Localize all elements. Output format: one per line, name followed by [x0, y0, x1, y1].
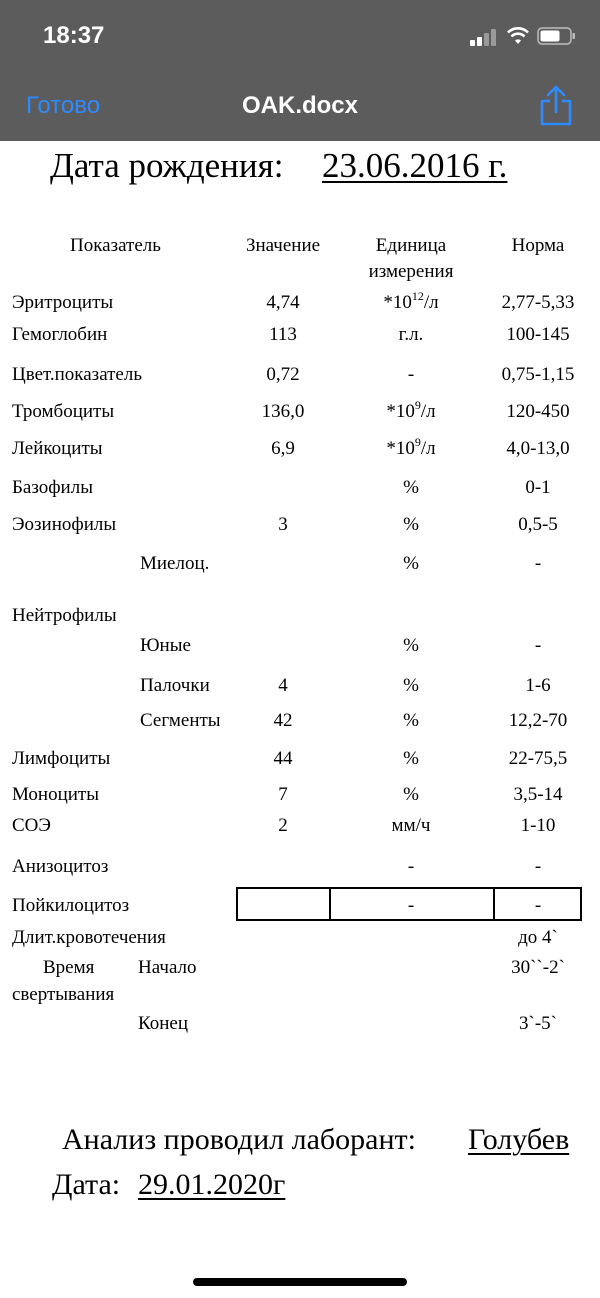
- header-unit-line1: Единица: [375, 235, 447, 256]
- row-unit: %: [403, 553, 419, 574]
- row-name: Базофилы: [12, 477, 93, 498]
- row-name: Лейкоциты: [12, 438, 103, 459]
- status-time: 18:37: [43, 22, 105, 49]
- row-norm: 0,75-1,15: [501, 364, 575, 385]
- date-label: Дата:: [52, 1168, 121, 1201]
- row-norm: 100-145: [506, 324, 570, 345]
- row-unit: -: [407, 364, 415, 385]
- row-value: 42: [273, 710, 293, 731]
- battery-icon: [537, 26, 577, 46]
- row-norm: 12,2-70: [508, 710, 568, 731]
- row-value: 3: [278, 514, 288, 535]
- row-norm: -: [534, 553, 542, 574]
- row-name: Анизоцитоз: [12, 856, 109, 877]
- analyst-label: Анализ проводил лаборант:: [62, 1123, 416, 1156]
- clotting-label-line2: свертывания: [12, 984, 115, 1005]
- row-unit: $*10^{12}/л$: [383, 289, 439, 313]
- row-norm: -: [534, 635, 542, 656]
- row-unit: %: [403, 710, 419, 731]
- row-name: Юные: [140, 635, 191, 656]
- row-name: СОЭ: [12, 815, 51, 836]
- date-value: 29.01.2020г: [138, 1168, 286, 1201]
- row-norm: до 4`: [518, 927, 558, 948]
- row-name: Лимфоциты: [12, 748, 111, 769]
- row-unit: %: [403, 635, 419, 656]
- dob-label: Дата рождения:: [50, 146, 284, 185]
- status-bar: [0, 0, 600, 72]
- wifi-icon: [506, 26, 530, 46]
- row-value: 4: [278, 675, 288, 696]
- row-norm: 4,0-13,0: [506, 438, 570, 459]
- row-unit: %: [403, 784, 419, 805]
- row-norm: 120-450: [506, 401, 570, 422]
- row-norm: 0-1: [525, 477, 551, 498]
- dob-value: 23.06.2016 г.: [322, 146, 508, 185]
- row-norm: 3,5-14: [513, 784, 563, 805]
- row-norm: -: [534, 856, 542, 877]
- clotting-start-norm: 30``-2`: [511, 957, 565, 978]
- clotting-start-label: Начало: [138, 957, 197, 978]
- row-value: 2: [278, 815, 288, 836]
- row-norm: 1-6: [525, 675, 551, 696]
- cellular-signal-icon: [470, 28, 498, 46]
- header-norm: Норма: [511, 235, 565, 256]
- row-norm: 0,5-5: [518, 514, 558, 535]
- row-unit: г.л.: [398, 324, 424, 345]
- done-button[interactable]: Готово: [26, 92, 101, 119]
- header-indicator: Показатель: [70, 235, 161, 256]
- row-value: 7: [278, 784, 288, 805]
- row-unit: %: [403, 514, 419, 535]
- row-unit: $*10^9/л$: [386, 435, 436, 459]
- row-value: 136,0: [261, 401, 305, 422]
- header-value: Значение: [245, 235, 321, 256]
- row-name: Пойкилоцитоз: [12, 895, 130, 916]
- row-unit: -: [407, 856, 415, 877]
- row-value: 0,72: [266, 364, 300, 385]
- analyst-name: Голубев: [468, 1123, 570, 1156]
- row-value: 4,74: [266, 292, 300, 313]
- row-name: Сегменты: [140, 710, 221, 731]
- row-norm: 22-75,5: [508, 748, 568, 769]
- row-unit: %: [403, 675, 419, 696]
- row-unit: мм/ч: [391, 815, 431, 836]
- row-norm: -: [534, 895, 542, 916]
- row-name: Цвет.показатель: [12, 364, 143, 385]
- row-name: Гемоглобин: [12, 324, 108, 345]
- row-unit: -: [407, 895, 415, 916]
- row-unit: %: [403, 748, 419, 769]
- clotting-end-norm: 3`-5`: [519, 1013, 557, 1034]
- row-name: Палочки: [140, 675, 210, 696]
- clotting-end-label: Конец: [138, 1013, 188, 1034]
- row-name: Эритроциты: [12, 292, 114, 313]
- row-value: 113: [269, 324, 297, 345]
- row-name: Эозинофилы: [12, 514, 117, 535]
- row-name: Моноциты: [12, 784, 99, 805]
- row-unit: %: [403, 477, 419, 498]
- row-norm: 2,77-5,33: [501, 292, 575, 313]
- row-name: Длит.кровотечения: [12, 927, 166, 948]
- row-name: Нейтрофилы: [12, 605, 117, 626]
- row-value: 6,9: [271, 438, 295, 459]
- header-unit-line2: измерения: [368, 261, 454, 282]
- share-icon[interactable]: [537, 84, 575, 126]
- row-value: 44: [273, 748, 293, 769]
- row-unit: $*10^9/л$: [386, 398, 436, 422]
- document-title: OAK.docx: [241, 92, 358, 119]
- home-indicator[interactable]: [193, 1278, 407, 1286]
- row-norm: 1-10: [520, 815, 556, 836]
- clotting-label-line1: Время: [43, 957, 95, 978]
- row-name: Тромбоциты: [12, 401, 115, 422]
- row-name: Миелоц.: [140, 553, 210, 574]
